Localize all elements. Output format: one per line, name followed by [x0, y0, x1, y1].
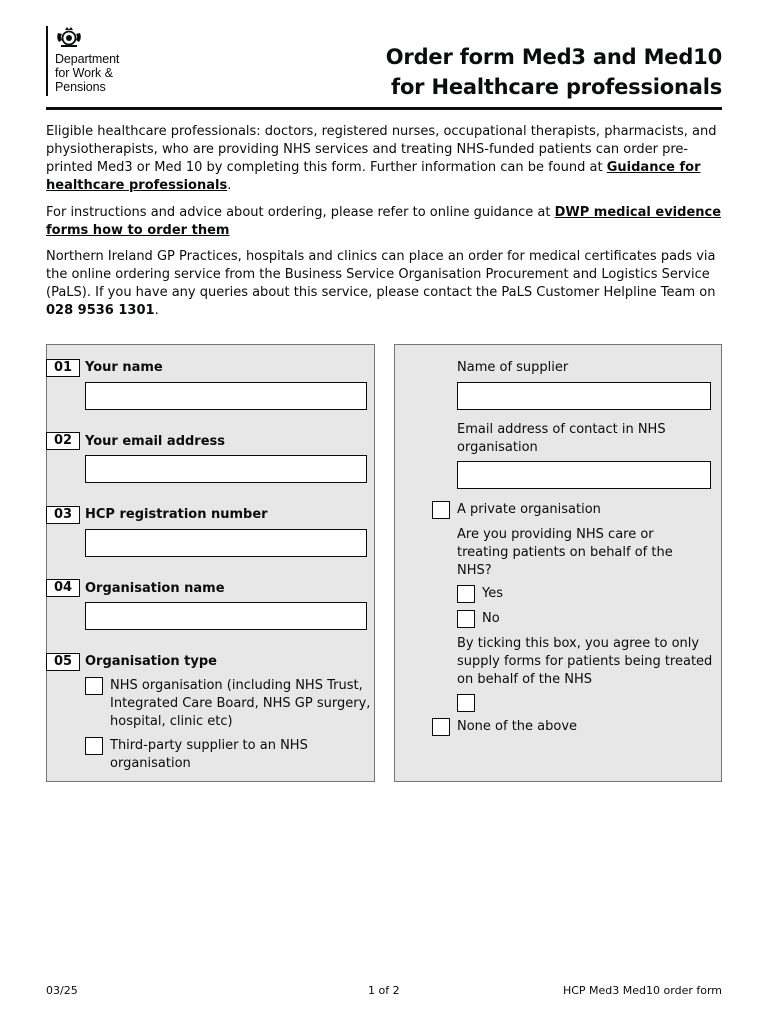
- nhs-organisation-checkbox[interactable]: [85, 677, 103, 695]
- eligibility-paragraph: [46, 123, 726, 195]
- supplier-name-label: Name of supplier: [457, 360, 569, 375]
- header-divider: [46, 107, 722, 110]
- agreement-text: By ticking this box, you agree to only supply forms for patients being treated on behalf of the NHS: [457, 636, 713, 687]
- question-number: 05: [46, 653, 80, 671]
- logo-line: Pensions: [55, 80, 106, 94]
- p1-end: .: [227, 178, 232, 193]
- your-name-label: Your name: [85, 360, 163, 375]
- your-name-input[interactable]: [85, 382, 367, 410]
- agreement-checkbox[interactable]: [457, 694, 475, 712]
- title-line-1: Order form Med3 and Med10: [385, 45, 722, 69]
- guidance-link[interactable]: Guidance for healthcare professionals: [46, 160, 701, 193]
- hcp-registration-input[interactable]: [85, 529, 367, 557]
- yes-checkbox[interactable]: [457, 585, 475, 603]
- nhs-contact-email-label: Email address of contact in NHS organisation: [457, 422, 666, 455]
- question-number: 02: [46, 432, 80, 450]
- pals-phone: 028 9536 1301: [46, 303, 155, 318]
- yes-label: Yes: [482, 586, 503, 601]
- instructions-paragraph: [46, 204, 726, 240]
- page-title: [386, 42, 722, 102]
- footer-form-name: HCP Med3 Med10 order form: [562, 984, 722, 997]
- question-number: 03: [46, 506, 80, 524]
- northern-ireland-paragraph: [46, 248, 726, 320]
- no-checkbox[interactable]: [457, 610, 475, 628]
- private-organisation-checkbox[interactable]: [432, 501, 450, 519]
- hcp-registration-label: HCP registration number: [85, 507, 268, 522]
- dwp-evidence-link[interactable]: DWP medical evidence forms how to order them: [46, 205, 722, 238]
- footer-date: 03/25: [46, 984, 78, 997]
- question-number: 04: [46, 579, 80, 597]
- department-name: [55, 52, 165, 94]
- royal-crest-icon: [55, 26, 83, 48]
- nhs-contact-email-input[interactable]: [457, 461, 711, 489]
- organisation-name-label: Organisation name: [85, 581, 225, 596]
- none-of-the-above-checkbox[interactable]: [432, 718, 450, 736]
- email-address-input[interactable]: [85, 455, 367, 483]
- supplier-details-panel: [394, 344, 722, 782]
- supplier-name-input[interactable]: [457, 382, 711, 410]
- third-party-supplier-option-label: Third-party supplier to an NHS organisation: [110, 738, 308, 771]
- private-organisation-label: A private organisation: [457, 502, 601, 517]
- organisation-name-input[interactable]: [85, 602, 367, 630]
- p1-text: Eligible healthcare professionals: doctors, registered nurses, occupational therapists, pharmacists, and physiotherapists, who are providing NHS services and treating NHS-funded patients can order pre-printed Med3 or Med 10 by completing this form. Further information can be found at: [46, 124, 717, 175]
- nhs-care-question: Are you providing NHS care or treating patients on behalf of the NHS?: [457, 527, 673, 578]
- applicant-details-panel: [46, 344, 375, 782]
- email-address-label: Your email address: [85, 434, 226, 449]
- title-line-2: for Healthcare professionals: [391, 75, 722, 99]
- no-label: No: [482, 611, 500, 626]
- dwp-logo: [46, 26, 120, 96]
- question-number: 01: [46, 359, 80, 377]
- nhs-organisation-option-label: NHS organisation (including NHS Trust, Integrated Care Board, NHS GP surgery, hospital, clinic etc): [110, 678, 371, 729]
- p3-text: Northern Ireland GP Practices, hospitals and clinics can place an order for medical certificates pads via the online ordering service from the Business Service Organisation Procurement and Logistics Service (PaLS). If you have any queries about this service, please contact the PaLS Customer Helpline Team on: [46, 249, 716, 300]
- none-of-the-above-label: None of the above: [457, 719, 578, 734]
- organisation-type-label: Organisation type: [85, 654, 217, 669]
- logo-line: for Work &: [55, 66, 113, 80]
- p2-text: For instructions and advice about ordering, please refer to online guidance at: [46, 205, 555, 220]
- p3-end: .: [154, 303, 159, 318]
- logo-line: Department: [55, 52, 120, 66]
- third-party-supplier-checkbox[interactable]: [85, 737, 103, 755]
- footer-page-number: 1 of 2: [368, 984, 400, 997]
